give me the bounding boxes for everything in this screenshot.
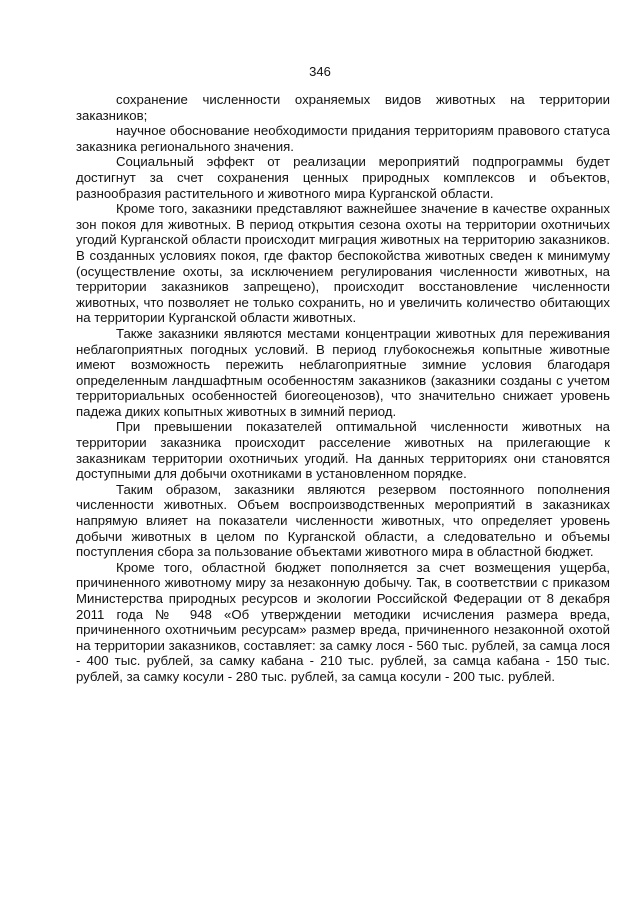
paragraph: Кроме того, заказники представляют важнейшее значение в качестве охранных зон покоя для животных. В период открытия сезона охоты на территории охотничьих угодий Курганской области происходит миграция животных на территорию заказников. В созданных условиях покоя, где фактор беспокойства животных сведен к минимуму (осуществление охоты, за исключением регулирования численности животных, на территории заказников запрещено), происходит восстановление численности животных, что позволяет не только сохранить, но и увеличить количество обитающих на территории Курганской области животных.: [76, 201, 610, 326]
paragraph: Таким образом, заказники являются резервом постоянного пополнения численности животных. Объем воспроизводственных мероприятий в заказниках напрямую влияет на показатели численности животных, что определяет уровень добычи животных в целом по Курганской области, а следовательно и объемы поступления сбора за пользование объектами животного мира в областной бюджет.: [76, 481, 610, 560]
page-number: 346: [309, 64, 331, 79]
document-body: [76, 92, 610, 685]
paragraph: При превышении показателей оптимальной численности животных на территории заказника происходит расселение животных на прилегающие к заказникам территории охотничьих угодий. На данных территориях они становятся доступными для добычи охотниками в установленном порядке.: [76, 419, 610, 482]
paragraph: научное обоснование необходимости придания территориям правового статуса заказника регионального значения.: [76, 123, 610, 154]
paragraph: сохранение численности охраняемых видов животных на территории заказников;: [76, 92, 610, 123]
paragraph: Кроме того, областной бюджет пополняется за счет возмещения ущерба, причиненного животному миру за незаконную добычу. Так, в соответствии с приказом Министерства природных ресурсов и экологии Российской Федерации от 8 декабря 2011 года № 948 «Об утверждении методики исчисления размера вреда, причиненного охотничьим ресурсам» размер вреда, причиненного незаконной охотой на территории заказников, составляет: за самку лося - 560 тыс. рублей, за самца лося - 400 тыс. рублей, за самку кабана - 210 тыс. рублей, за самца кабана - 150 тыс. рублей, за самку косули - 280 тыс. рублей, за самца косули - 200 тыс. рублей.: [76, 559, 610, 684]
paragraph: Социальный эффект от реализации мероприятий подпрограммы будет достигнут за счет сохранения ценных природных комплексов и объектов, разнообразия растительного и животного мира Курганской области.: [76, 154, 610, 201]
paragraph: Также заказники являются местами концентрации животных для переживания неблагоприятных погодных условий. В период глубокоснежья копытные животные имеют возможность пережить неблагоприятные зимние условия благодаря определенным ландшафтным особенностям заказников (заказники созданы с учетом территориальных особенностей биогеоценозов), что значительно снижает уровень падежа диких копытных животных в зимний период.: [76, 325, 610, 419]
